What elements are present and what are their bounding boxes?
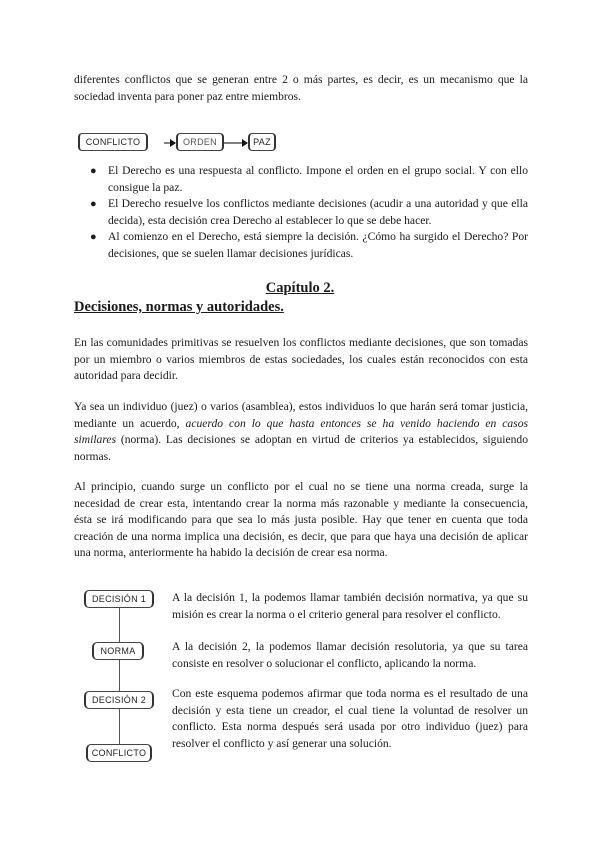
paragraph-1: En las comunidades primitivas se resuelven los conflictos mediante decisiones, que son tomadas por un miembro o varios miembros de estas sociedades, los cuales están reconocidos con esta autoridad para decidir. xyxy=(74,336,528,383)
chapter-title: Capítulo 2. xyxy=(265,280,335,296)
side-paragraph-2: A la decisión 2, la podemos llamar decisión resolutoria, ya que su tarea consiste en resolver o solucionar el conflicto, aplicando la norma. xyxy=(172,640,528,670)
chapter-subtitle: Decisiones, normas y autoridades. xyxy=(74,299,284,315)
side-paragraph-3: Con este esquema podemos afirmar que toda norma es el resultado de una decisión y esta tiene un creador, el cual tiene la voluntad de resolver un conflicto. Esta norma después será usada por otro individuo (juez) para resolver el conflicto y así generar una solución. xyxy=(172,687,528,750)
bullet-dot-icon: ● xyxy=(90,198,97,211)
diagram-box-conflicto: CONFLICTO xyxy=(86,744,152,762)
paragraph-2: Ya sea un individuo (juez) o varios (asamblea), estos individuos lo que harán será tomar justicia, mediante un acuerdo, acuerdo con lo que hasta entonces se ha venido haciendo en casos similares (norma). Las decisiones se adoptan en virtud de criterios ya establecidos, siguiendo normas. xyxy=(74,400,529,463)
bullet-item: ● El Derecho es una respuesta al conflicto. Impone el orden en el grupo social. Y con ello consigue la paz. xyxy=(90,164,528,194)
bullet-dot-icon: ● xyxy=(90,165,97,177)
paragraph-3: Al principio, cuando surge un conflicto por el cual no se tiene una norma creada, surge la necesidad de crear esta, intentando crear la norma más razonable y mediante la consecuencia, ésta se irá modificando para que sea lo más justa posible. Hay que tener en cuenta que toda creación de una norma implica una decisión, es decir, que para que haya una decisión de aplicar una norma, anteriormente ha habido la decisión de crear esa norma. xyxy=(74,480,528,560)
bullet-item: ● El Derecho resuelve los conflictos mediante decisiones (acudir a una autoridad y que ella decida), esta decisión crea Derecho al establecer lo que se debe hacer. xyxy=(90,197,528,227)
diagram-connector-line xyxy=(119,606,120,746)
flow-box-orden: ORDEN xyxy=(176,133,224,151)
diagram-box-norma: NORMA xyxy=(92,642,144,660)
diagram-box-decision-1: DECISIÓN 1 xyxy=(84,590,154,608)
bullet-dot-icon: ● xyxy=(90,231,97,244)
bullet-item: ● Al comienzo en el Derecho, está siempre la decisión. ¿Cómo ha surgido el Derecho? Por decisiones, que se suelen llamar decisiones jurídicas. xyxy=(90,230,528,260)
flow-box-conflicto: CONFLICTO xyxy=(78,133,148,151)
intro-paragraph: diferentes conflictos que se generan entre 2 o más partes, es decir, es un mecanismo que la sociedad inventa para poner paz entre miembros. xyxy=(74,73,528,103)
side-paragraph-1: A la decisión 1, la podemos llamar también decisión normativa, ya que su misión es crear la norma o el criterio general para resolver el conflicto. xyxy=(172,591,528,621)
flow-box-paz: PAZ xyxy=(248,133,276,151)
diagram-box-decision-2: DECISIÓN 2 xyxy=(84,691,154,709)
bullet-list xyxy=(90,163,528,263)
